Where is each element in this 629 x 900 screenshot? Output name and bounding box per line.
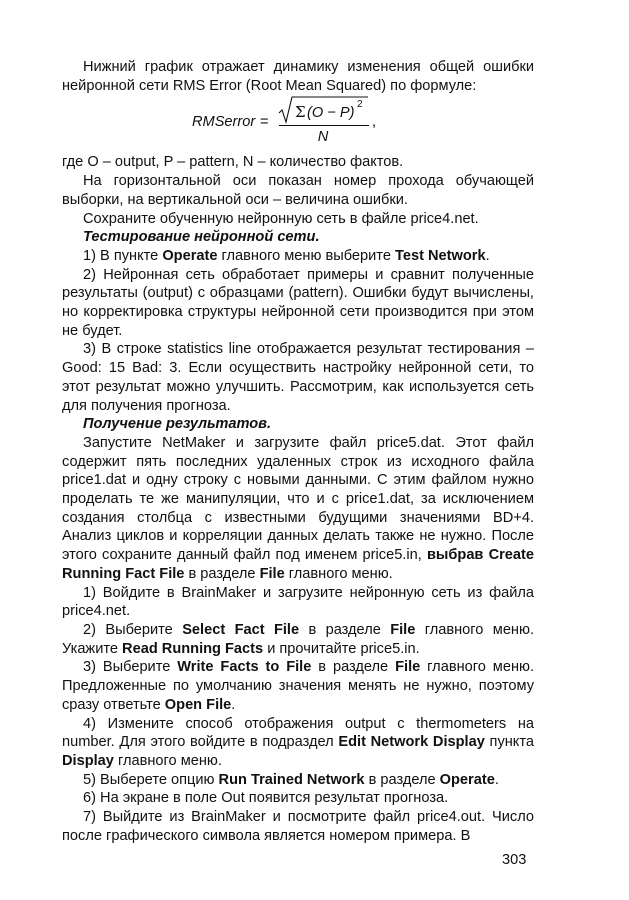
page-number: 303 — [502, 852, 527, 868]
text: 2) Выберите — [83, 621, 183, 638]
menu-run-trained-network: Run Trained Network — [218, 771, 365, 788]
step-result-4 — [62, 715, 534, 771]
text: в разделе — [311, 659, 396, 676]
text: . — [231, 696, 236, 713]
text: 4) Измените способ отображения output с thermometers на number. Для этого войдите в подраздел — [62, 715, 534, 751]
heading-testing: Тестирование нейронной сети. — [83, 229, 320, 246]
step-result-7: 7) Выйдите из BrainMaker и посмотрите файл price4.out. Число после графического символа является номером примера. В — [62, 809, 534, 844]
step-result-2 — [62, 621, 534, 658]
menu-operate: Operate — [162, 247, 218, 264]
menu-edit-network-display: Edit Network Display — [338, 734, 485, 751]
menu-read-running-facts: Read Running Facts — [122, 640, 264, 657]
step-result-3 — [62, 658, 534, 714]
sqrt-sign — [277, 95, 369, 125]
text: главного меню выберите — [217, 247, 395, 264]
paragraph-axes: На горизонтальной оси показан номер прохода обучающей выборки, на вертикальной оси – величина ошибки. — [62, 173, 534, 208]
rms-formula — [62, 95, 534, 153]
menu-create-running-fact-file: выбрав Create Running Fact File — [62, 547, 534, 582]
formula-numerator-body: (O − P) — [307, 105, 355, 122]
text: главного меню. — [284, 565, 393, 582]
text: в разделе — [364, 771, 440, 788]
menu-file: File — [390, 621, 416, 638]
formula-numerator — [277, 95, 369, 125]
menu-display: Display — [62, 752, 114, 769]
paragraph-rms-intro: Нижний график отражает динамику изменения общей ошибки нейронной сети RMS Error (Root Mean Squared) по формуле: — [62, 59, 534, 94]
menu-test-network: Test Network — [395, 247, 486, 264]
menu-file: File — [259, 565, 285, 582]
text: и прочитайте price5.in. — [263, 640, 420, 657]
menu-operate: Operate — [439, 771, 495, 788]
fraction-bar — [279, 125, 369, 126]
heading-results: Получение результатов. — [83, 416, 272, 433]
text: главного меню. Укажите — [62, 621, 534, 657]
text: в разделе — [299, 621, 391, 638]
formula-lhs: RMSerror — [192, 114, 256, 131]
formula-comma: , — [372, 114, 377, 131]
text: главного меню. Предложенные по умолчанию значения менять не нужно, поэтому сразу ответьте — [62, 659, 534, 713]
formula-denominator: N — [317, 129, 329, 146]
step-result-6: 6) На экране в поле Out появится результат прогноза. — [83, 790, 449, 807]
page-body — [62, 58, 534, 845]
formula-equals: = — [260, 114, 269, 131]
step-result-1: 1) Войдите в BrainMaker и загрузите нейронную сеть из файла price4.net. — [62, 584, 534, 620]
text: Запустите NetMaker и загрузите файл price5.dat. Этот файл содержит пять последних удаленных строк из исходного файла price1.dat и одну строку с новыми данными. С этим файлом нужно проделать те же манипуляции, что и с price1.dat, за исключением создания столбца с известными будущими значениями BD+4. Анализ циклов и корреляции данных делать также не нужно. После этого сохраните данный файл под именем price5.in, — [62, 434, 534, 564]
text: главного меню. — [113, 752, 222, 769]
step-test-1 — [62, 247, 534, 266]
paragraph-netmaker — [62, 434, 534, 584]
step-test-3: 3) В строке statistics line отображается результат тестирования – Good: 15 Bad: 3. Если осуществить настройку нейронной сети, то этот результат можно улучшить. Рассмотрим, как используется сеть для получения прогноза. — [62, 341, 534, 414]
text: в разделе — [184, 565, 260, 582]
menu-select-fact-file: Select Fact File — [182, 621, 300, 638]
step-result-5 — [62, 771, 534, 790]
formula-exponent: 2 — [357, 99, 363, 111]
text: пункта — [484, 734, 534, 751]
text: 1) В пункте — [83, 247, 163, 264]
menu-open-file: Open File — [164, 696, 232, 713]
step-test-2: 2) Нейронная сеть обработает примеры и сравнит полученные результаты (output) с образцами (pattern). Ошибки будут вычислены, но корректировка структуры нейронной сети производится при этом не будет. — [62, 266, 534, 339]
text: 3) Выберите — [83, 659, 178, 676]
menu-write-facts-to-file: Write Facts to File — [177, 659, 312, 676]
paragraph-legend: где O – output, P – pattern, N – количество фактов. — [62, 154, 404, 171]
paragraph-save-net: Сохраните обученную нейронную сеть в файле price4.net. — [83, 210, 479, 227]
text: . — [494, 771, 499, 788]
text: 5) Выберете опцию — [83, 771, 219, 788]
sum-symbol: Σ — [295, 103, 306, 122]
text: . — [485, 247, 490, 264]
menu-file: File — [395, 659, 421, 676]
